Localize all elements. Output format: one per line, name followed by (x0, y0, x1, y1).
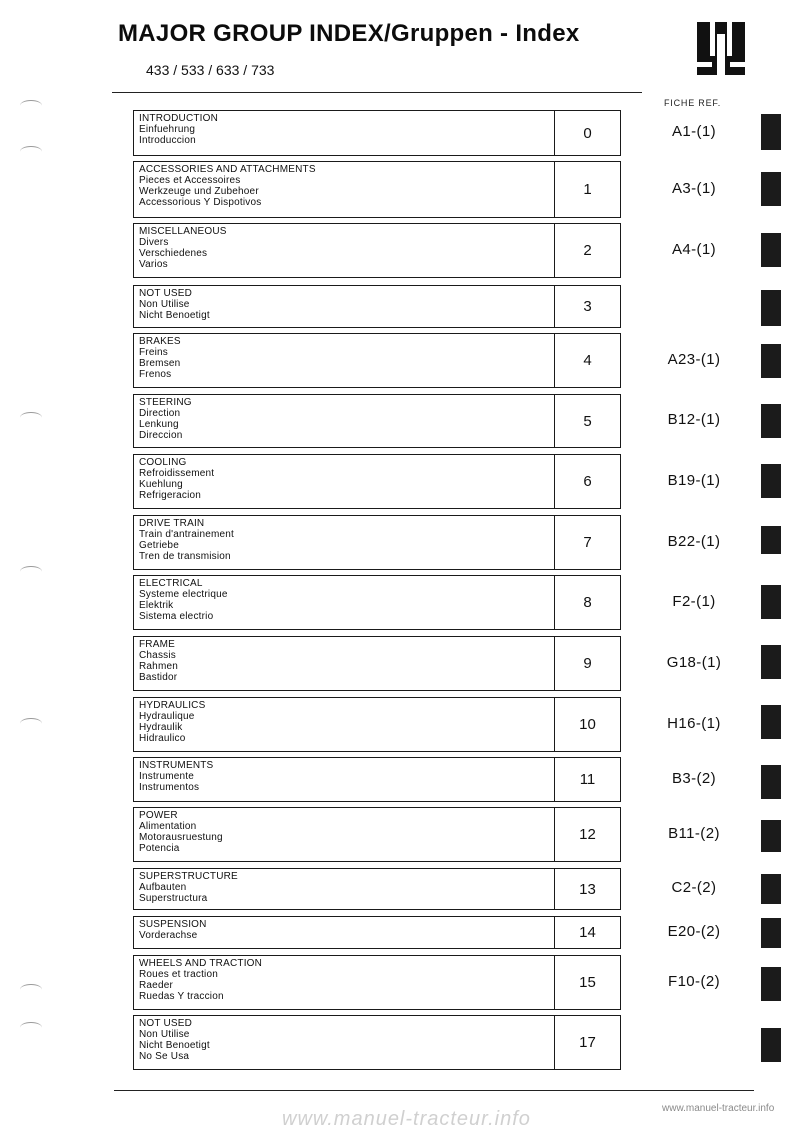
group-name: POWER (139, 810, 178, 821)
edge-index-tab (761, 705, 781, 739)
fiche-reference: B19-(1) (667, 471, 721, 489)
group-name: COOLING (139, 457, 187, 468)
header-rule (112, 92, 642, 93)
group-row (133, 285, 621, 328)
fiche-reference: C2-(2) (671, 879, 717, 896)
edge-index-tab (761, 344, 781, 378)
group-number: 8 (583, 594, 592, 611)
binder-hole-mark (20, 566, 42, 577)
group-translation: Direccion (139, 430, 183, 441)
group-number: 0 (583, 124, 592, 142)
group-number: 12 (579, 826, 596, 843)
group-description (139, 578, 228, 622)
group-translation: Bastidor (139, 672, 178, 683)
group-name: FRAME (139, 639, 175, 650)
fiche-reference: A4-(1) (671, 240, 717, 258)
footer-rule (114, 1090, 754, 1091)
group-row (133, 161, 621, 218)
group-translation: Alimentation (139, 821, 197, 832)
fiche-reference: A23-(1) (667, 350, 721, 368)
group-name: INTRODUCTION (139, 113, 219, 124)
group-translation: Systeme electrique (139, 589, 228, 600)
group-name: ACCESSORIES AND ATTACHMENTS (139, 164, 316, 175)
fiche-reference: F2-(1) (672, 592, 716, 610)
group-name: HYDRAULICS (139, 700, 206, 711)
group-translation: Train d'antrainement (139, 529, 235, 540)
group-description (139, 639, 178, 683)
binder-hole-mark (20, 1022, 42, 1033)
fiche-reference: A1-(1) (671, 123, 717, 140)
group-translation: Getriebe (139, 540, 179, 551)
group-translation: Instrumentos (139, 782, 200, 793)
group-translation: Hydraulique (139, 711, 195, 722)
group-name: WHEELS AND TRACTION (139, 958, 263, 969)
group-row (133, 333, 621, 388)
binder-hole-mark (20, 100, 42, 111)
group-translation: Rahmen (139, 661, 178, 672)
group-name: STEERING (139, 397, 192, 408)
group-translation: Varios (139, 259, 168, 270)
group-translation: Roues et traction (139, 969, 218, 980)
edge-index-tab (761, 233, 781, 267)
fiche-ref-column-header: FICHE REF. (664, 98, 722, 108)
group-row (133, 223, 621, 278)
group-name: MISCELLANEOUS (139, 226, 227, 237)
group-name: DRIVE TRAIN (139, 518, 205, 529)
group-translation: Pieces et Accessoires (139, 175, 241, 186)
group-translation: Superstructura (139, 893, 208, 904)
group-description (139, 113, 218, 146)
group-translation: Verschiedenes (139, 248, 208, 259)
group-row (133, 515, 621, 570)
group-translation: Werkzeuge und Zubehoer (139, 186, 259, 197)
group-row (133, 868, 621, 910)
group-translation: Hidraulico (139, 733, 186, 744)
group-number: 4 (583, 352, 592, 369)
group-translation: Refroidissement (139, 468, 215, 479)
fiche-reference: H16-(1) (667, 714, 721, 732)
group-number: 9 (583, 655, 592, 672)
group-translation: Non Utilise (139, 1029, 190, 1040)
group-translation: Vorderachse (139, 930, 198, 941)
group-translation: Ruedas Y traccion (139, 991, 224, 1002)
binder-hole-mark (20, 146, 42, 157)
watermark: www.manuel-tracteur.info (282, 1108, 531, 1130)
edge-index-tab (761, 585, 781, 619)
group-name: INSTRUMENTS (139, 760, 214, 771)
group-row (133, 394, 621, 448)
group-translation: Kuehlung (139, 479, 183, 490)
group-description (139, 164, 316, 208)
group-translation: Potencia (139, 843, 180, 854)
fiche-reference: E20-(2) (667, 922, 721, 940)
ih-logo (697, 22, 745, 75)
group-translation: Hydraulik (139, 722, 183, 733)
group-translation: Refrigeracion (139, 490, 202, 501)
group-translation: Non Utilise (139, 299, 190, 310)
group-description (139, 700, 205, 744)
group-description (139, 871, 238, 904)
group-number: 2 (583, 242, 592, 259)
group-translation: Bremsen (139, 358, 181, 369)
edge-index-tab (761, 290, 781, 326)
group-row (133, 636, 621, 691)
group-row (133, 1015, 621, 1070)
fiche-reference: G18-(1) (666, 653, 722, 671)
group-row (133, 697, 621, 752)
group-row (133, 757, 621, 802)
edge-index-tab (761, 172, 781, 206)
group-translation: Elektrik (139, 600, 174, 611)
group-number: 13 (579, 880, 596, 898)
group-translation: Nicht Benoetigt (139, 310, 210, 321)
group-description (139, 518, 234, 562)
page-title: MAJOR GROUP INDEX/Gruppen - Index (118, 20, 580, 47)
fiche-reference: F10-(2) (668, 972, 720, 990)
edge-index-tab (761, 820, 781, 852)
edge-index-tab (761, 114, 781, 150)
group-translation: Raeder (139, 980, 173, 991)
group-number: 14 (579, 924, 596, 941)
group-name: NOT USED (139, 288, 193, 299)
group-translation: Einfuehrung (139, 124, 196, 135)
group-name: SUPERSTRUCTURE (139, 871, 238, 882)
binder-hole-mark (20, 984, 42, 995)
group-row (133, 916, 621, 949)
group-row (133, 955, 621, 1010)
group-number: 10 (579, 716, 596, 733)
group-name: BRAKES (139, 336, 181, 347)
group-description (139, 226, 227, 270)
fiche-reference: B22-(1) (667, 532, 721, 550)
edge-index-tab (761, 526, 781, 554)
binder-hole-mark (20, 412, 42, 423)
group-description (139, 457, 214, 501)
group-description (139, 336, 181, 380)
binder-hole-mark (20, 718, 42, 729)
group-row (133, 454, 621, 509)
group-row (133, 807, 621, 862)
fiche-reference: B11-(2) (668, 824, 720, 842)
edge-index-tab (761, 874, 781, 904)
group-description (139, 397, 192, 441)
group-translation: Direction (139, 408, 181, 419)
edge-index-tab (761, 404, 781, 438)
group-translation: Divers (139, 237, 169, 248)
group-translation: Motorausruestung (139, 832, 223, 843)
group-number: 3 (583, 298, 592, 315)
group-translation: Accessorious Y Dispotivos (139, 197, 262, 208)
fiche-reference: A3-(1) (671, 179, 717, 197)
group-number: 1 (583, 181, 592, 198)
group-name: NOT USED (139, 1018, 193, 1029)
group-translation: No Se Usa (139, 1051, 190, 1062)
group-translation: Frenos (139, 369, 172, 380)
group-name: SUSPENSION (139, 919, 207, 930)
group-description (139, 288, 210, 321)
group-translation: Aufbauten (139, 882, 187, 893)
group-row (133, 575, 621, 630)
edge-index-tab (761, 967, 781, 1001)
group-number: 5 (583, 412, 592, 430)
group-translation: Instrumente (139, 771, 195, 782)
group-description (139, 919, 207, 941)
group-number: 7 (583, 534, 592, 551)
group-description (139, 958, 262, 1002)
group-translation: Introduccion (139, 135, 196, 146)
fiche-reference: B3-(2) (671, 769, 717, 787)
group-translation: Tren de transmision (139, 551, 231, 562)
edge-index-tab (761, 1028, 781, 1062)
fiche-reference: B12-(1) (667, 411, 721, 428)
group-translation: Lenkung (139, 419, 179, 430)
group-number: 15 (579, 974, 596, 991)
group-translation: Freins (139, 347, 168, 358)
group-number: 6 (583, 473, 592, 490)
edge-index-tab (761, 918, 781, 948)
group-description (139, 760, 213, 793)
group-description (139, 1018, 210, 1062)
group-description (139, 810, 223, 854)
edge-index-tab (761, 645, 781, 679)
footer-url: www.manuel-tracteur.info (662, 1103, 775, 1114)
group-number: 11 (579, 771, 596, 788)
model-list: 433 / 533 / 633 / 733 (146, 62, 275, 78)
edge-index-tab (761, 464, 781, 498)
group-translation: Sistema electrio (139, 611, 214, 622)
group-translation: Chassis (139, 650, 176, 661)
group-row (133, 110, 621, 156)
group-translation: Nicht Benoetigt (139, 1040, 210, 1051)
edge-index-tab (761, 765, 781, 799)
group-number: 17 (579, 1034, 596, 1051)
group-name: ELECTRICAL (139, 578, 203, 589)
